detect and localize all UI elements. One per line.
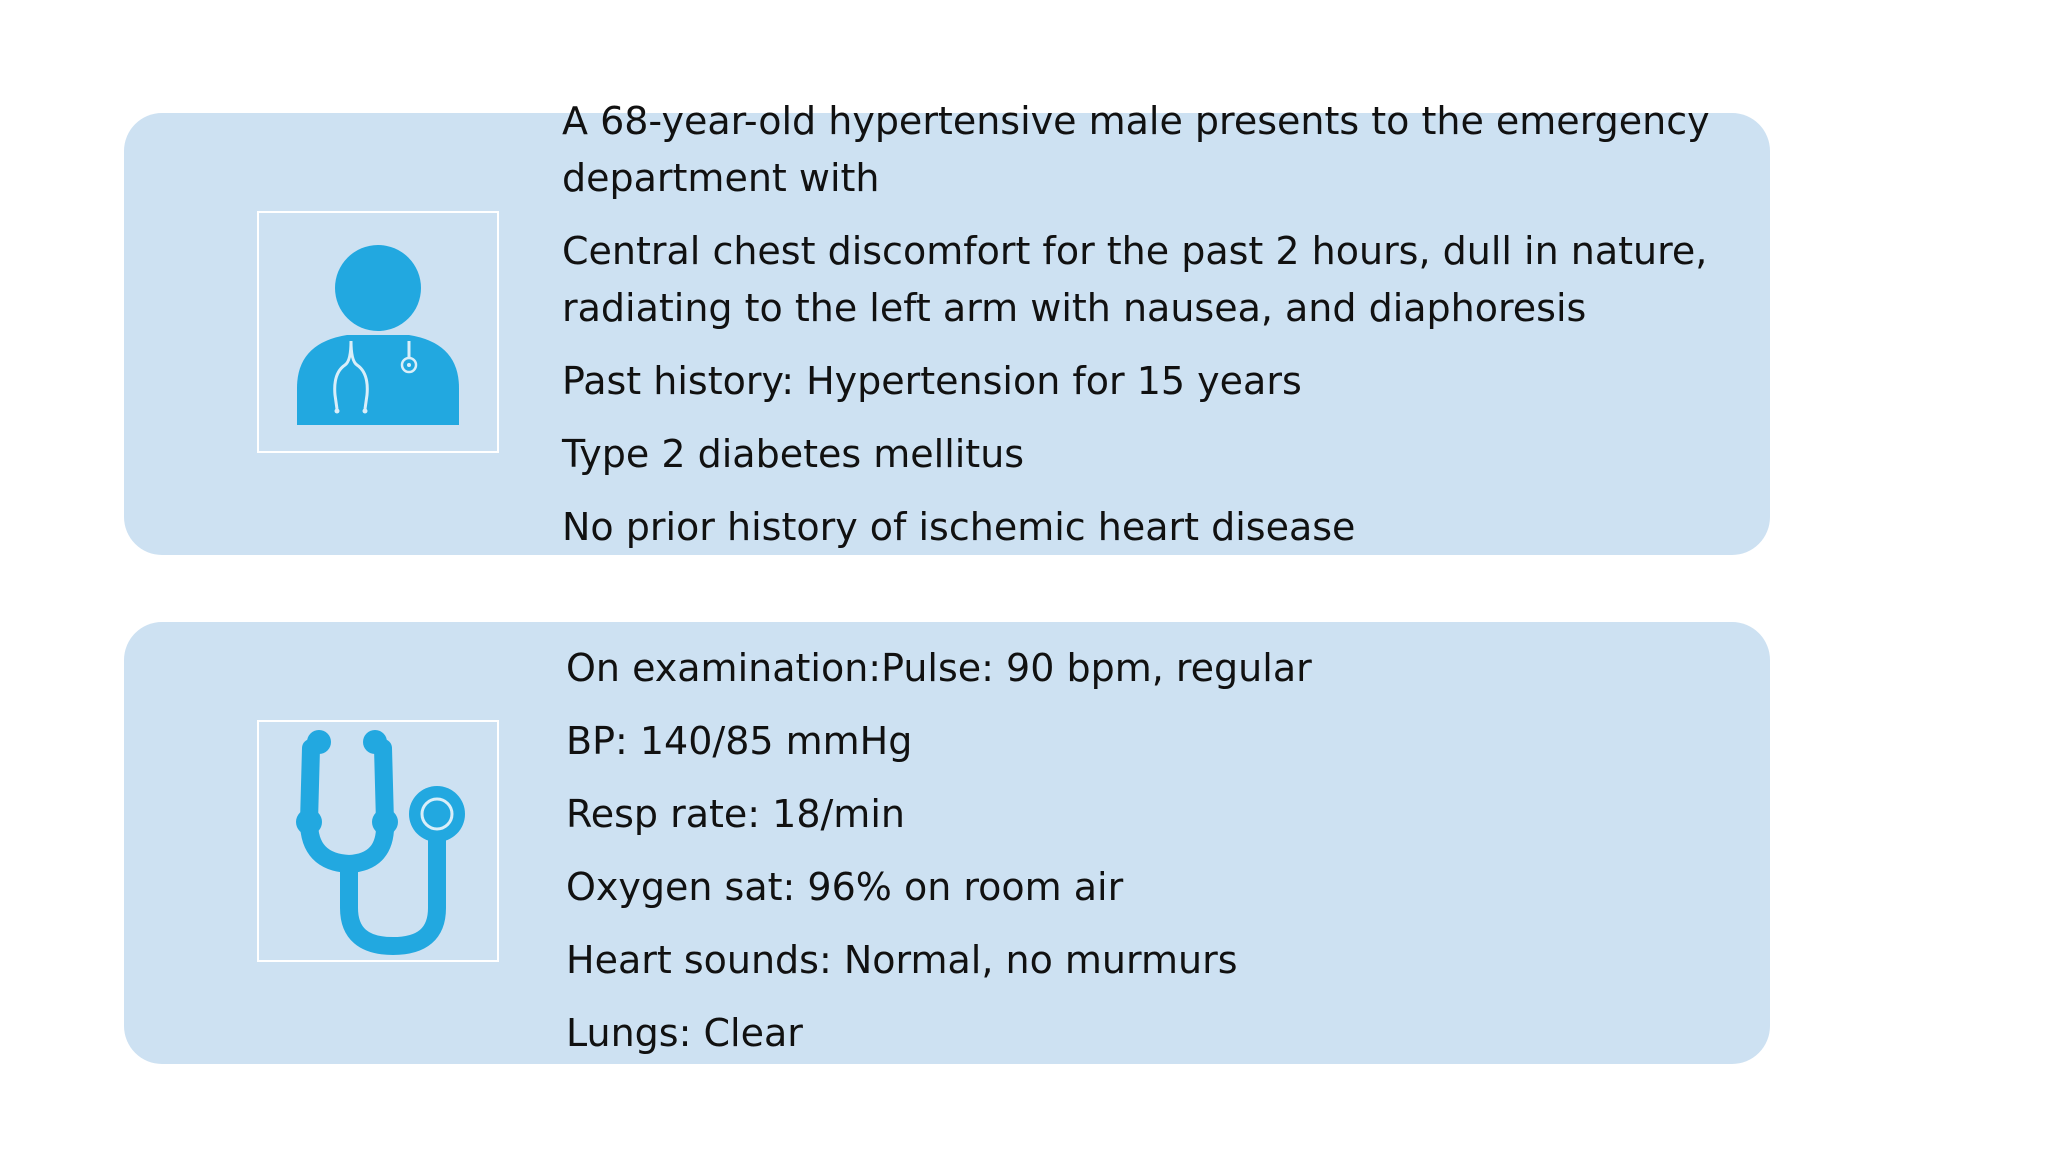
history-line: Past history: Hypertension for 15 years [562, 359, 1302, 403]
exam-line: Oxygen sat: 96% on room air [566, 865, 1124, 909]
history-text [562, 93, 1762, 572]
examination-text [566, 640, 1312, 1078]
doctor-icon [257, 211, 499, 453]
exam-line: Resp rate: 18/min [566, 792, 905, 836]
stethoscope-icon [257, 720, 499, 962]
history-line: Central chest discomfort for the past 2 hours, dull in nature, radiating to the left arm with nausea, and diaphoresis [562, 229, 1708, 330]
exam-line: Lungs: Clear [566, 1011, 803, 1055]
exam-line: BP: 140/85 mmHg [566, 719, 913, 763]
exam-line: On examination:Pulse: 90 bpm, regular [566, 646, 1312, 690]
exam-line: Heart sounds: Normal, no murmurs [566, 938, 1238, 982]
history-line: No prior history of ischemic heart disease [562, 505, 1356, 549]
history-card [124, 99, 1770, 555]
history-line: Type 2 diabetes mellitus [562, 432, 1025, 476]
examination-card [124, 622, 1770, 1064]
history-line: A 68-year-old hypertensive male presents to the emergency department with [562, 99, 1710, 200]
